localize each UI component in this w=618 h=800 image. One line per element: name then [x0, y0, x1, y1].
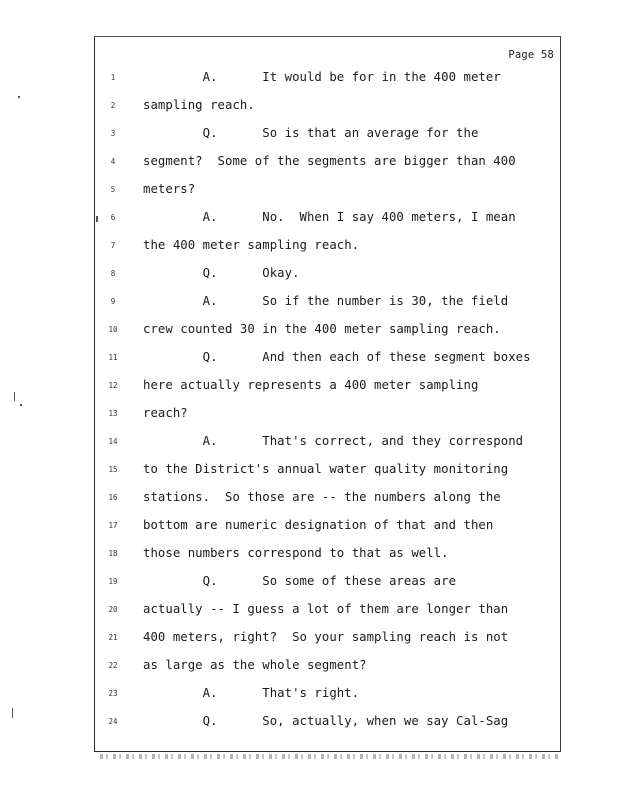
line-number: 5 — [110, 185, 116, 194]
transcript-line: stations. So those are -- the numbers along the — [143, 490, 501, 504]
line-number: 8 — [110, 269, 116, 278]
line-number: 19 — [108, 577, 118, 586]
line-number: 14 — [108, 437, 118, 446]
line-number: 13 — [108, 409, 118, 418]
transcript-page-frame — [94, 36, 561, 752]
line-number: 23 — [108, 689, 118, 698]
transcript-line: to the District's annual water quality monitoring — [143, 462, 509, 476]
line-number: 18 — [108, 549, 118, 558]
line-number: 6 — [110, 213, 116, 222]
transcript-line: reach? — [143, 406, 188, 420]
line-number: 22 — [108, 661, 118, 670]
transcript-line: those numbers correspond to that as well. — [143, 546, 449, 560]
scan-speck — [96, 216, 98, 222]
transcript-line: Q. And then each of these segment boxes — [143, 350, 531, 364]
transcript-line: Q. So is that an average for the — [143, 126, 479, 140]
scan-noise-bottom — [100, 754, 560, 759]
transcript-line: A. That's correct, and they correspond — [143, 434, 524, 448]
transcript-line: bottom are numeric designation of that and then — [143, 518, 494, 532]
transcript-line: as large as the whole segment? — [143, 658, 367, 672]
line-number: 21 — [108, 633, 118, 642]
line-number: 12 — [108, 381, 118, 390]
line-number: 3 — [110, 129, 116, 138]
line-number: 2 — [110, 101, 116, 110]
transcript-line: Q. So, actually, when we say Cal-Sag — [143, 714, 509, 728]
transcript-line: actually -- I guess a lot of them are longer than — [143, 602, 509, 616]
scan-speck — [20, 404, 22, 406]
line-number: 7 — [110, 241, 116, 250]
line-number: 10 — [108, 325, 118, 334]
line-number: 1 — [110, 73, 116, 82]
transcript-line: Q. Okay. — [143, 266, 300, 280]
transcript-line: segment? Some of the segments are bigger than 400 — [143, 154, 516, 168]
transcript-line: sampling reach. — [143, 98, 255, 112]
line-number: 17 — [108, 521, 118, 530]
transcript-line: A. It would be for in the 400 meter — [143, 70, 501, 84]
transcript-line: Q. So some of these areas are — [143, 574, 457, 588]
transcript-line: the 400 meter sampling reach. — [143, 238, 360, 252]
transcript-line: 400 meters, right? So your sampling reach is not — [143, 630, 509, 644]
line-number: 20 — [108, 605, 118, 614]
line-number: 16 — [108, 493, 118, 502]
line-number: 24 — [108, 717, 118, 726]
line-number: 15 — [108, 465, 118, 474]
scan-speck — [12, 708, 13, 718]
page-number: Page 58 — [508, 49, 554, 61]
transcript-line: A. That's right. — [143, 686, 360, 700]
line-number: 11 — [108, 353, 118, 362]
transcript-line: A. So if the number is 30, the field — [143, 294, 509, 308]
line-number: 4 — [110, 157, 116, 166]
line-number: 9 — [110, 297, 116, 306]
scan-speck — [14, 392, 15, 401]
scan-speck — [18, 96, 20, 98]
transcript-line: A. No. When I say 400 meters, I mean — [143, 210, 516, 224]
transcript-line: crew counted 30 in the 400 meter sampling reach. — [143, 322, 501, 336]
transcript-line: here actually represents a 400 meter sampling — [143, 378, 479, 392]
transcript-line: meters? — [143, 182, 196, 196]
